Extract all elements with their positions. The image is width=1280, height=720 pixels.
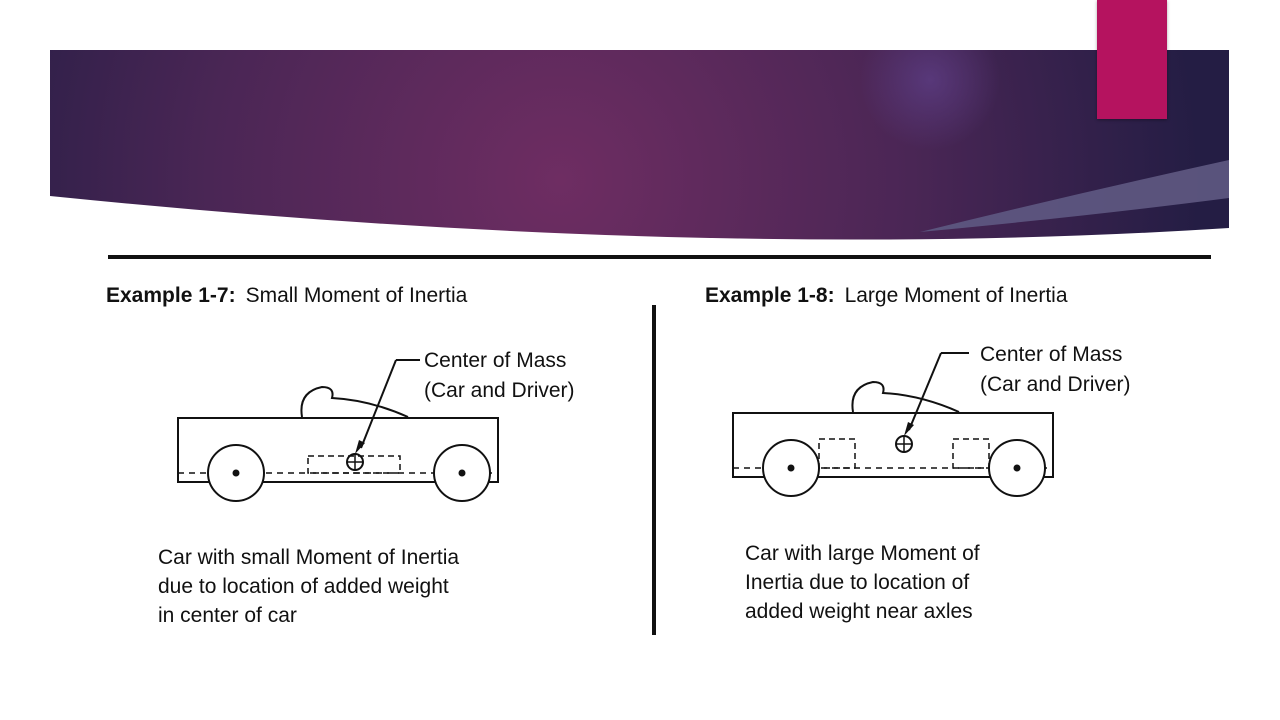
- example-1-7-label: Example 1-7:: [106, 284, 236, 307]
- added-weight-rear: [819, 439, 855, 468]
- example-1-8-heading: [705, 284, 1068, 308]
- right-callout: Center of Mass (Car and Driver): [980, 343, 1131, 396]
- title-banner: [0, 0, 1280, 260]
- left-callout: Center of Mass (Car and Driver): [424, 349, 575, 402]
- example-1-8-label: Example 1-8:: [705, 284, 835, 307]
- example-1-7-heading: [106, 284, 467, 308]
- example-1-7-title: Small Moment of Inertia: [245, 284, 468, 307]
- center-divider: [652, 305, 656, 635]
- added-weight-front: [953, 439, 989, 468]
- accent-tab: [1097, 0, 1167, 119]
- right-caption: Car with large Moment of Inertia due to location of added weight near axles: [745, 542, 980, 623]
- example-1-8-title: Large Moment of Inertia: [844, 284, 1068, 307]
- left-caption: Car with small Moment of Inertia due to location of added weight in center of car: [158, 546, 460, 627]
- top-rule: [108, 255, 1211, 259]
- driver-head: [852, 382, 959, 412]
- driver-head: [301, 387, 408, 417]
